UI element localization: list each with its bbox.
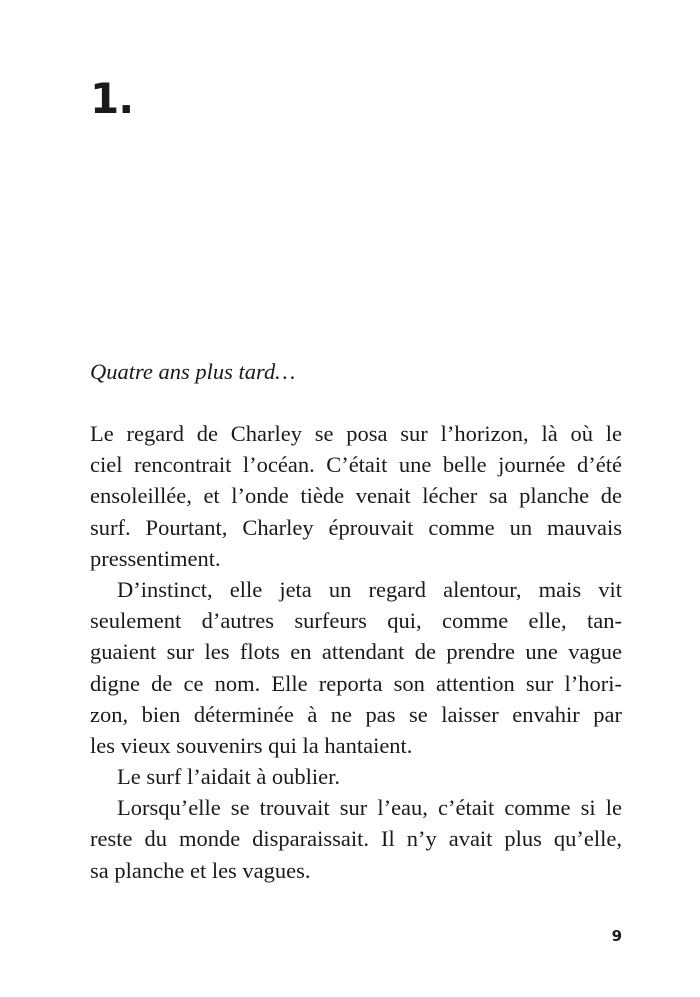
- paragraph-1-line: Le regard de Charley se posa sur l’horizon, là où le: [90, 421, 622, 446]
- paragraph-4-line: sa planche et les vagues.: [90, 857, 311, 883]
- paragraph-2-line: seulement d’autres surfeurs qui, comme elle, tan-: [90, 608, 622, 634]
- body-text: [90, 418, 622, 886]
- paragraph-1-line: pressentiment.: [90, 545, 221, 571]
- paragraph-4-line: reste du monde disparaissait. Il n’y avait plus qu’elle,: [90, 826, 622, 852]
- chapter-number: 1.: [90, 74, 134, 123]
- paragraph-1-line: surf. Pourtant, Charley éprouvait comme un mauvais: [90, 514, 622, 540]
- paragraph-2-line: guaient sur les flots en attendant de prendre une vague: [90, 639, 622, 665]
- page-number: 9: [611, 927, 622, 945]
- paragraph-2-line: les vieux souvenirs qui la hantaient.: [90, 732, 413, 758]
- epigraph: Quatre ans plus tard…: [90, 359, 296, 384]
- paragraph-2-line: zon, bien déterminée à ne pas se laisser envahir par: [90, 701, 622, 727]
- paragraph-3-line: Le surf l’aidait à oublier.: [117, 764, 341, 790]
- paragraph-2-line: D’instinct, elle jeta un regard alentour, mais vit: [117, 576, 622, 602]
- paragraph-2-line: digne de ce nom. Elle reporta son attention sur l’hori-: [90, 670, 622, 696]
- paragraph-4-line: Lorsqu’elle se trouvait sur l’eau, c’était comme si le: [117, 795, 622, 821]
- paragraph-1-line: ciel rencontrait l’océan. C’était une belle journée d’été: [90, 452, 622, 478]
- paragraph-1-line: ensoleillée, et l’onde tiède venait lécher sa planche de: [90, 483, 622, 509]
